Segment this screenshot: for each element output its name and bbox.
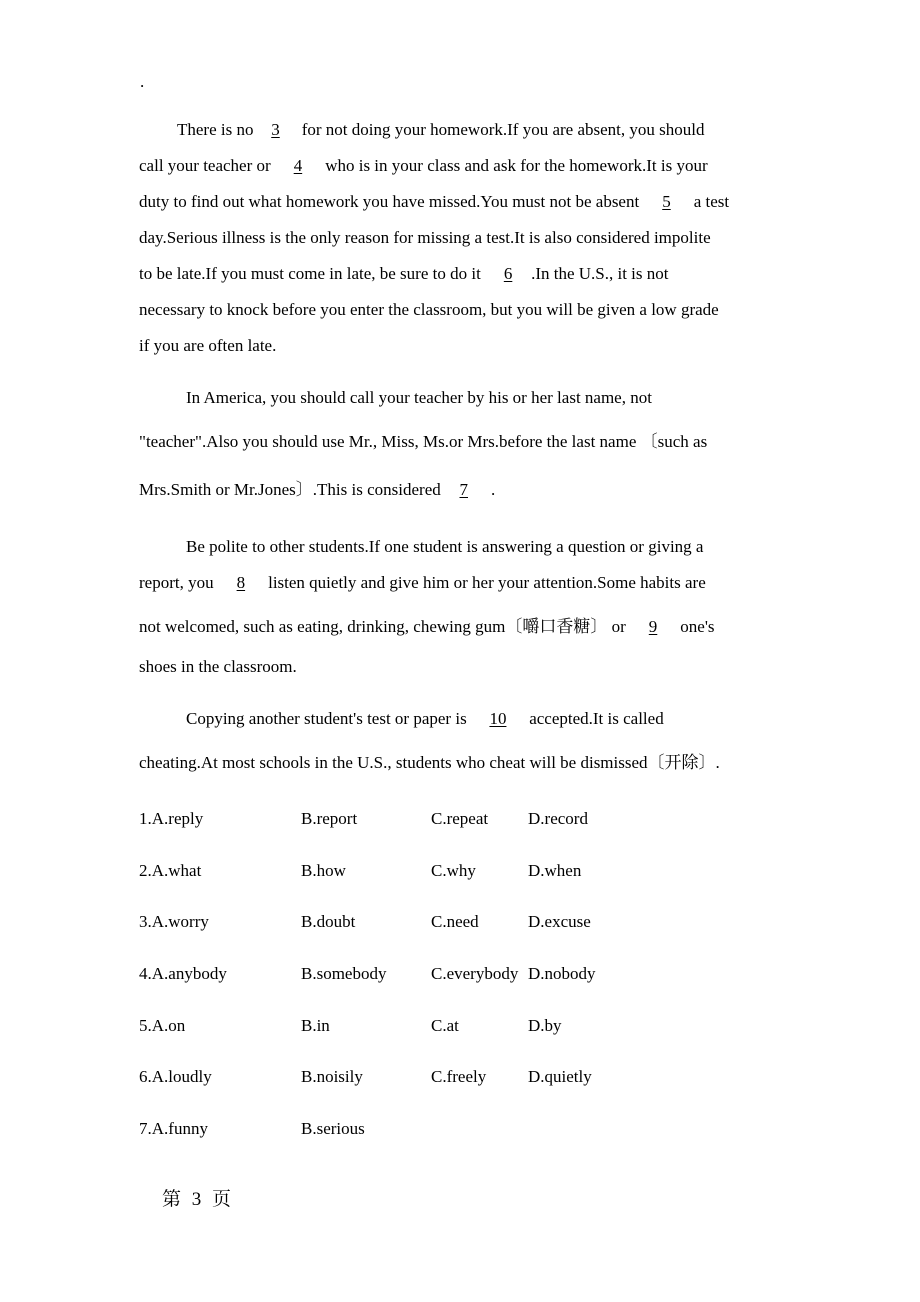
option-c: C.repeat	[431, 809, 489, 828]
paragraph-1	[139, 121, 789, 355]
option-d: D.when	[528, 860, 582, 880]
blank-7: 7	[459, 480, 468, 499]
text-span: not welcomed, such as eating, drinking, chewing gum〔嚼口香糖〕 or	[139, 617, 631, 636]
text-span: There is no	[177, 120, 254, 139]
text-span: Copying another student's test or paper is	[186, 709, 471, 728]
paragraph-line	[139, 193, 789, 211]
option-b: B.in	[301, 1015, 330, 1035]
paragraph-line: day.Serious illness is the only reason for missing a test.It is also considered impolite	[139, 228, 711, 247]
option-d: D.quietly	[528, 1067, 592, 1087]
option-a: 7.A.funny	[139, 1119, 208, 1139]
text-span: .In the U.S., it is not	[531, 264, 669, 283]
blank-5: 5	[662, 192, 671, 211]
text-span: accepted.It is called	[524, 709, 664, 728]
option-c: C.everybody	[431, 964, 519, 984]
text-span: call your teacher or	[139, 156, 275, 175]
option-b: B.serious	[301, 1119, 365, 1139]
option-c: C.why	[431, 860, 476, 880]
option-d: D.nobody	[528, 964, 596, 984]
text-span: a test	[689, 192, 730, 211]
option-b: B.somebody	[301, 964, 387, 984]
blank-4: 4	[293, 156, 303, 175]
blank-8: 8	[236, 573, 246, 592]
text-span: listen quietly and give him or her your attention.Some habits are	[263, 573, 706, 592]
paragraph-line: cheating.At most schools in the U.S., students who cheat will be dismissed〔开除〕.	[139, 753, 720, 772]
paragraph-line: In America, you should call your teacher by his or her last name, not	[186, 388, 652, 407]
option-c: C.need	[431, 912, 479, 932]
blank-9: 9	[648, 617, 658, 636]
paragraph-line	[139, 265, 789, 283]
option-a: 1.A.reply	[139, 809, 204, 828]
text-span: one's	[676, 617, 715, 636]
text-span: to be late.If you must come in late, be sure to do it	[139, 264, 486, 283]
text-span: .	[486, 480, 496, 499]
text-span: Mrs.Smith or Mr.Jones〕.This is considered	[139, 480, 441, 499]
option-b: B.doubt	[301, 912, 356, 932]
text-span: duty to find out what homework you have missed.You must not be absent	[139, 192, 644, 211]
option-c: C.at	[431, 1015, 459, 1035]
option-d: D.by	[528, 1015, 562, 1035]
option-b: B.how	[301, 860, 346, 880]
paragraph-line	[139, 574, 789, 592]
page-number: 第 3 页	[162, 1189, 235, 1210]
paragraph-3	[139, 538, 789, 676]
text-span: who is in your class and ask for the homework.It is your	[320, 156, 708, 175]
blank-3: 3	[271, 120, 280, 139]
top-mark: .	[140, 72, 145, 91]
paragraph-2	[139, 389, 789, 499]
paragraph-line	[139, 481, 789, 499]
option-d: D.excuse	[528, 912, 591, 932]
blank-6: 6	[503, 264, 513, 283]
paragraph-line	[139, 618, 789, 636]
paragraph-line	[139, 710, 789, 728]
option-a: 6.A.loudly	[139, 1067, 212, 1087]
option-b: B.noisily	[301, 1067, 363, 1087]
paragraph-line: Be polite to other students.If one student is answering a question or giving a	[186, 537, 704, 556]
paragraph-line: shoes in the classroom.	[139, 657, 297, 676]
option-c: C.freely	[431, 1067, 487, 1087]
option-a: 3.A.worry	[139, 912, 209, 932]
text-span: report, you	[139, 573, 218, 592]
option-b: B.report	[301, 809, 358, 828]
option-a: 2.A.what	[139, 860, 202, 880]
paragraph-line: necessary to knock before you enter the classroom, but you will be given a low grade	[139, 300, 719, 319]
paragraph-line	[139, 157, 789, 175]
text-span: for not doing your homework.If you are absent, you should	[297, 120, 705, 139]
option-a: 4.A.anybody	[139, 964, 227, 984]
blank-10: 10	[489, 709, 507, 728]
paragraph-line	[139, 121, 789, 139]
option-a: 5.A.on	[139, 1015, 186, 1035]
paragraph-line: if you are often late.	[139, 336, 277, 355]
option-d: D.record	[528, 809, 588, 828]
paragraph-line: "teacher".Also you should use Mr., Miss, Ms.or Mrs.before the last name 〔such as	[139, 432, 708, 451]
paragraph-4	[139, 710, 789, 772]
